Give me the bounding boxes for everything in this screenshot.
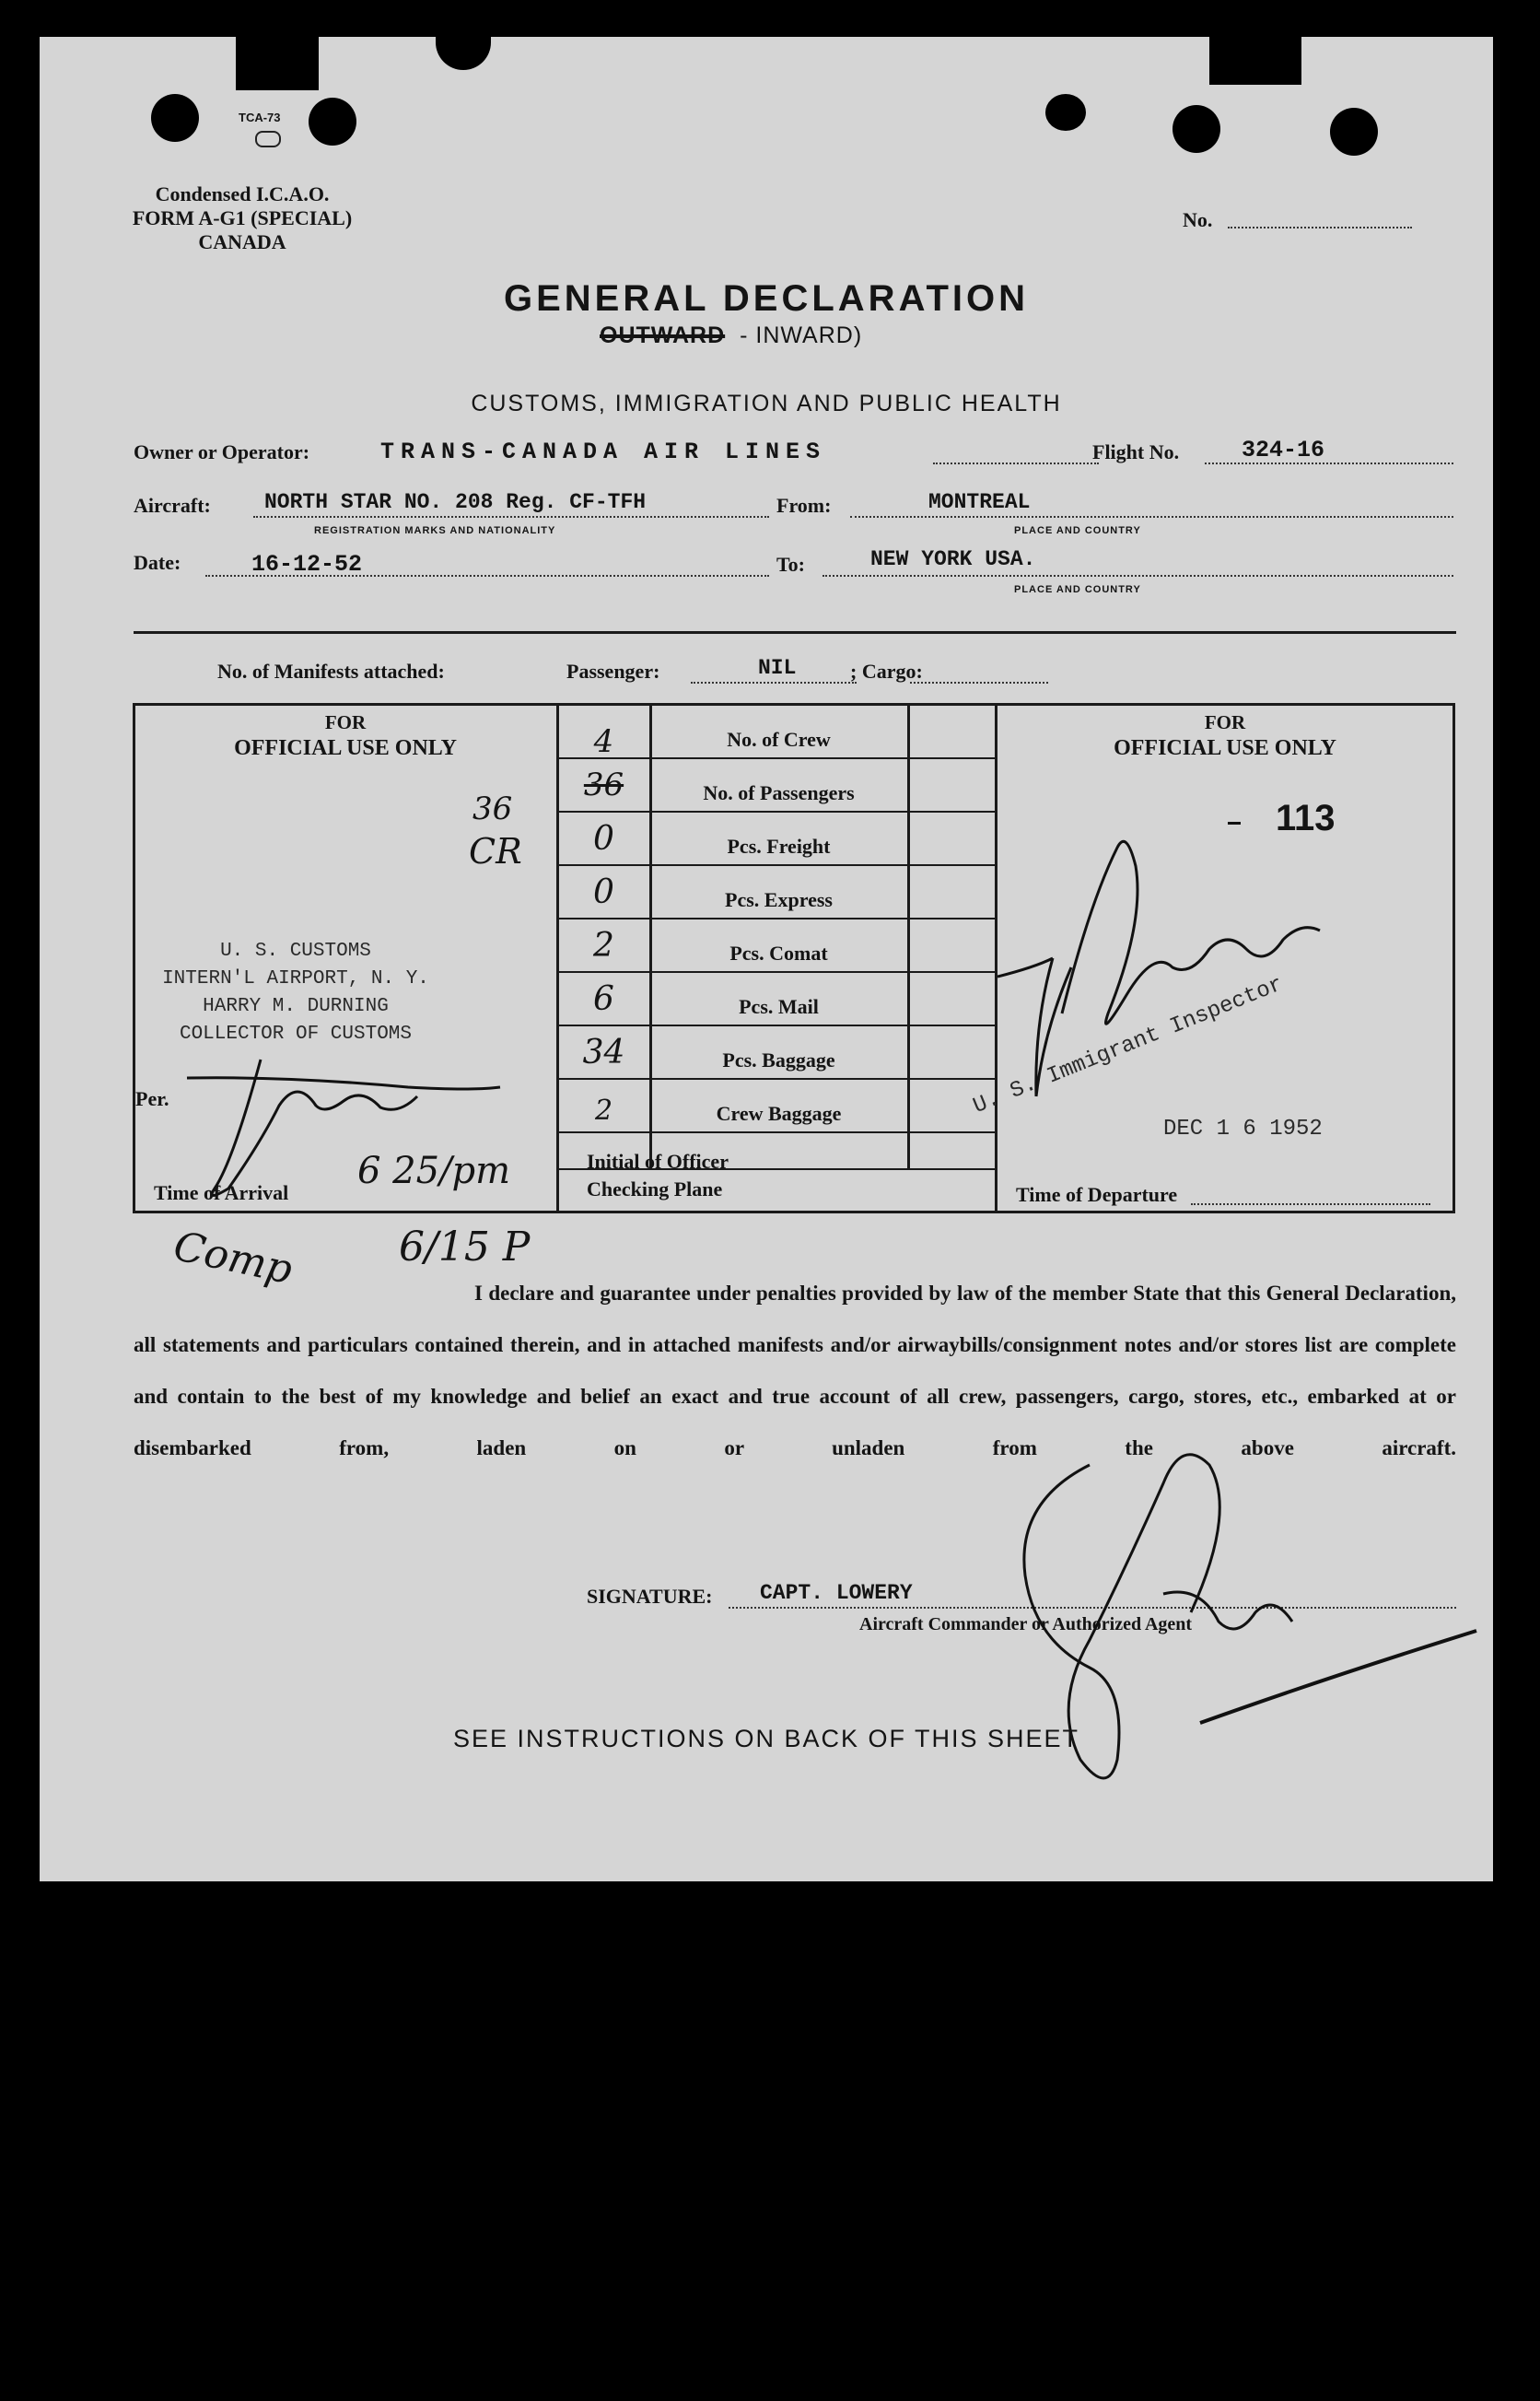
instructions-footer: SEE INSTRUCTIONS ON BACK OF THIS SHEET xyxy=(452,1725,1080,1752)
signature-caption: Aircraft Commander or Authorized Agent xyxy=(859,1614,1193,1634)
condensed-label: Condensed I.C.A.O. xyxy=(155,182,330,205)
row-label-passengers: No. of Passengers xyxy=(703,781,855,804)
country-label: CANADA xyxy=(198,230,286,253)
customs-stamp: U. S. CUSTOMS INTERN'L AIRPORT, N. Y. HARRY M. DURNING COLLECTOR OF CUSTOMS xyxy=(162,941,429,1045)
from-label: From: xyxy=(776,494,832,517)
passenger-label: Passenger: xyxy=(566,660,660,683)
torn-tab xyxy=(1209,37,1301,85)
time-arrival-label: Time of Arrival xyxy=(154,1181,289,1204)
row-label-freight: Pcs. Freight xyxy=(727,835,831,858)
express-count: 0 xyxy=(593,873,614,911)
direction-line xyxy=(600,322,862,349)
crew-baggage-count: 2 xyxy=(594,1095,613,1127)
inspector-date-stamp: DEC 1 6 1952 xyxy=(1163,1117,1323,1142)
row-label-crew: No. of Crew xyxy=(727,728,831,751)
note-36: 36 xyxy=(472,791,513,827)
manifests-label: No. of Manifests attached: xyxy=(217,660,445,683)
form-sheet xyxy=(40,37,1493,1881)
aircraft-caption: REGISTRATION MARKS AND NATIONALITY xyxy=(314,525,556,536)
subtitle: CUSTOMS, IMMIGRATION AND PUBLIC HEALTH xyxy=(471,391,1062,416)
date-value: 16-12-52 xyxy=(251,551,363,578)
flight-label: Flight No. xyxy=(1092,440,1180,463)
form-code: TCA-73 xyxy=(239,111,281,124)
row-label-mail: Pcs. Mail xyxy=(739,995,819,1018)
handwritten-comp: Comp xyxy=(169,1223,297,1294)
owner-value: TRANS-CANADA AIR LINES xyxy=(380,439,827,465)
form-identifier xyxy=(95,182,390,254)
time-arrival-value: 6 25/pm xyxy=(357,1150,511,1192)
passengers-count: 36 xyxy=(583,767,624,803)
entry-number: 113 xyxy=(1276,798,1336,838)
aircraft-label: Aircraft: xyxy=(134,494,211,517)
comat-count: 2 xyxy=(593,927,614,965)
left-official-header: FOR OFFICIAL USE ONLY xyxy=(234,711,457,760)
from-caption: PLACE AND COUNTRY xyxy=(1014,525,1141,536)
punch-hole xyxy=(1330,108,1378,156)
row-label-baggage: Pcs. Baggage xyxy=(722,1048,835,1072)
aircraft-value: NORTH STAR NO. 208 Reg. CF-TFH xyxy=(264,490,647,514)
punch-hole xyxy=(1045,94,1086,131)
airline-logo-icon xyxy=(255,131,281,147)
divider xyxy=(134,631,1456,634)
no-label: No. xyxy=(1183,208,1213,231)
mail-count: 6 xyxy=(593,980,614,1018)
right-official-header: FOR OFFICIAL USE ONLY xyxy=(1114,711,1336,760)
punch-hole xyxy=(309,98,356,146)
punch-hole xyxy=(151,94,199,142)
cargo-label: ; Cargo: xyxy=(850,660,923,683)
row-label-comat: Pcs. Comat xyxy=(729,942,828,965)
crew-count: 4 xyxy=(593,723,614,760)
direction-struck: OUTWARD xyxy=(600,322,726,348)
from-value: MONTREAL xyxy=(928,490,1031,514)
signature-value: CAPT. LOWERY xyxy=(760,1581,913,1605)
page-title: GENERAL DECLARATION xyxy=(503,278,1030,319)
direction-label: - INWARD) xyxy=(740,322,863,348)
passenger-manifest-value: NIL xyxy=(758,656,797,680)
torn-tab xyxy=(436,37,491,70)
row-label-express: Pcs. Express xyxy=(725,888,833,911)
form-name: FORM A-G1 (SPECIAL) xyxy=(132,206,353,229)
note-cr: CR xyxy=(469,831,522,872)
inspector-stamp: U. S. Immigrant Inspector xyxy=(970,972,1287,1120)
freight-count: 0 xyxy=(593,820,614,858)
punch-hole xyxy=(1172,105,1220,153)
declaration-text: I declare and guarantee under penalties provided by law of the member State that this General Declaration, all statements and particulars contained therein, and in attached manifests and/or airwaybills/consignment notes and/or stores list are complete and contain to the best of my knowledge and belief an exact and true account of all crew, passengers, cargo, stores, etc., embarked at or disembarked from, laden on or unladen from the above aircraft. xyxy=(134,1282,1456,1459)
to-caption: PLACE AND COUNTRY xyxy=(1014,584,1141,595)
handwritten-time: 6/15 P xyxy=(399,1224,531,1271)
to-label: To: xyxy=(776,553,805,576)
date-label: Date: xyxy=(134,551,181,574)
flight-value: 324-16 xyxy=(1242,437,1325,463)
baggage-count: 34 xyxy=(582,1034,625,1072)
owner-label: Owner or Operator: xyxy=(134,440,310,463)
row-label-crew-baggage: Crew Baggage xyxy=(716,1102,842,1125)
per-label: Per. xyxy=(135,1087,169,1110)
signature-label: SIGNATURE: xyxy=(587,1585,713,1608)
torn-tab xyxy=(236,37,319,90)
time-departure-label: Time of Departure xyxy=(1016,1183,1178,1206)
initial-of-officer: Initial of Officer Checking Plane xyxy=(587,1150,729,1200)
to-value: NEW YORK USA. xyxy=(870,547,1036,571)
